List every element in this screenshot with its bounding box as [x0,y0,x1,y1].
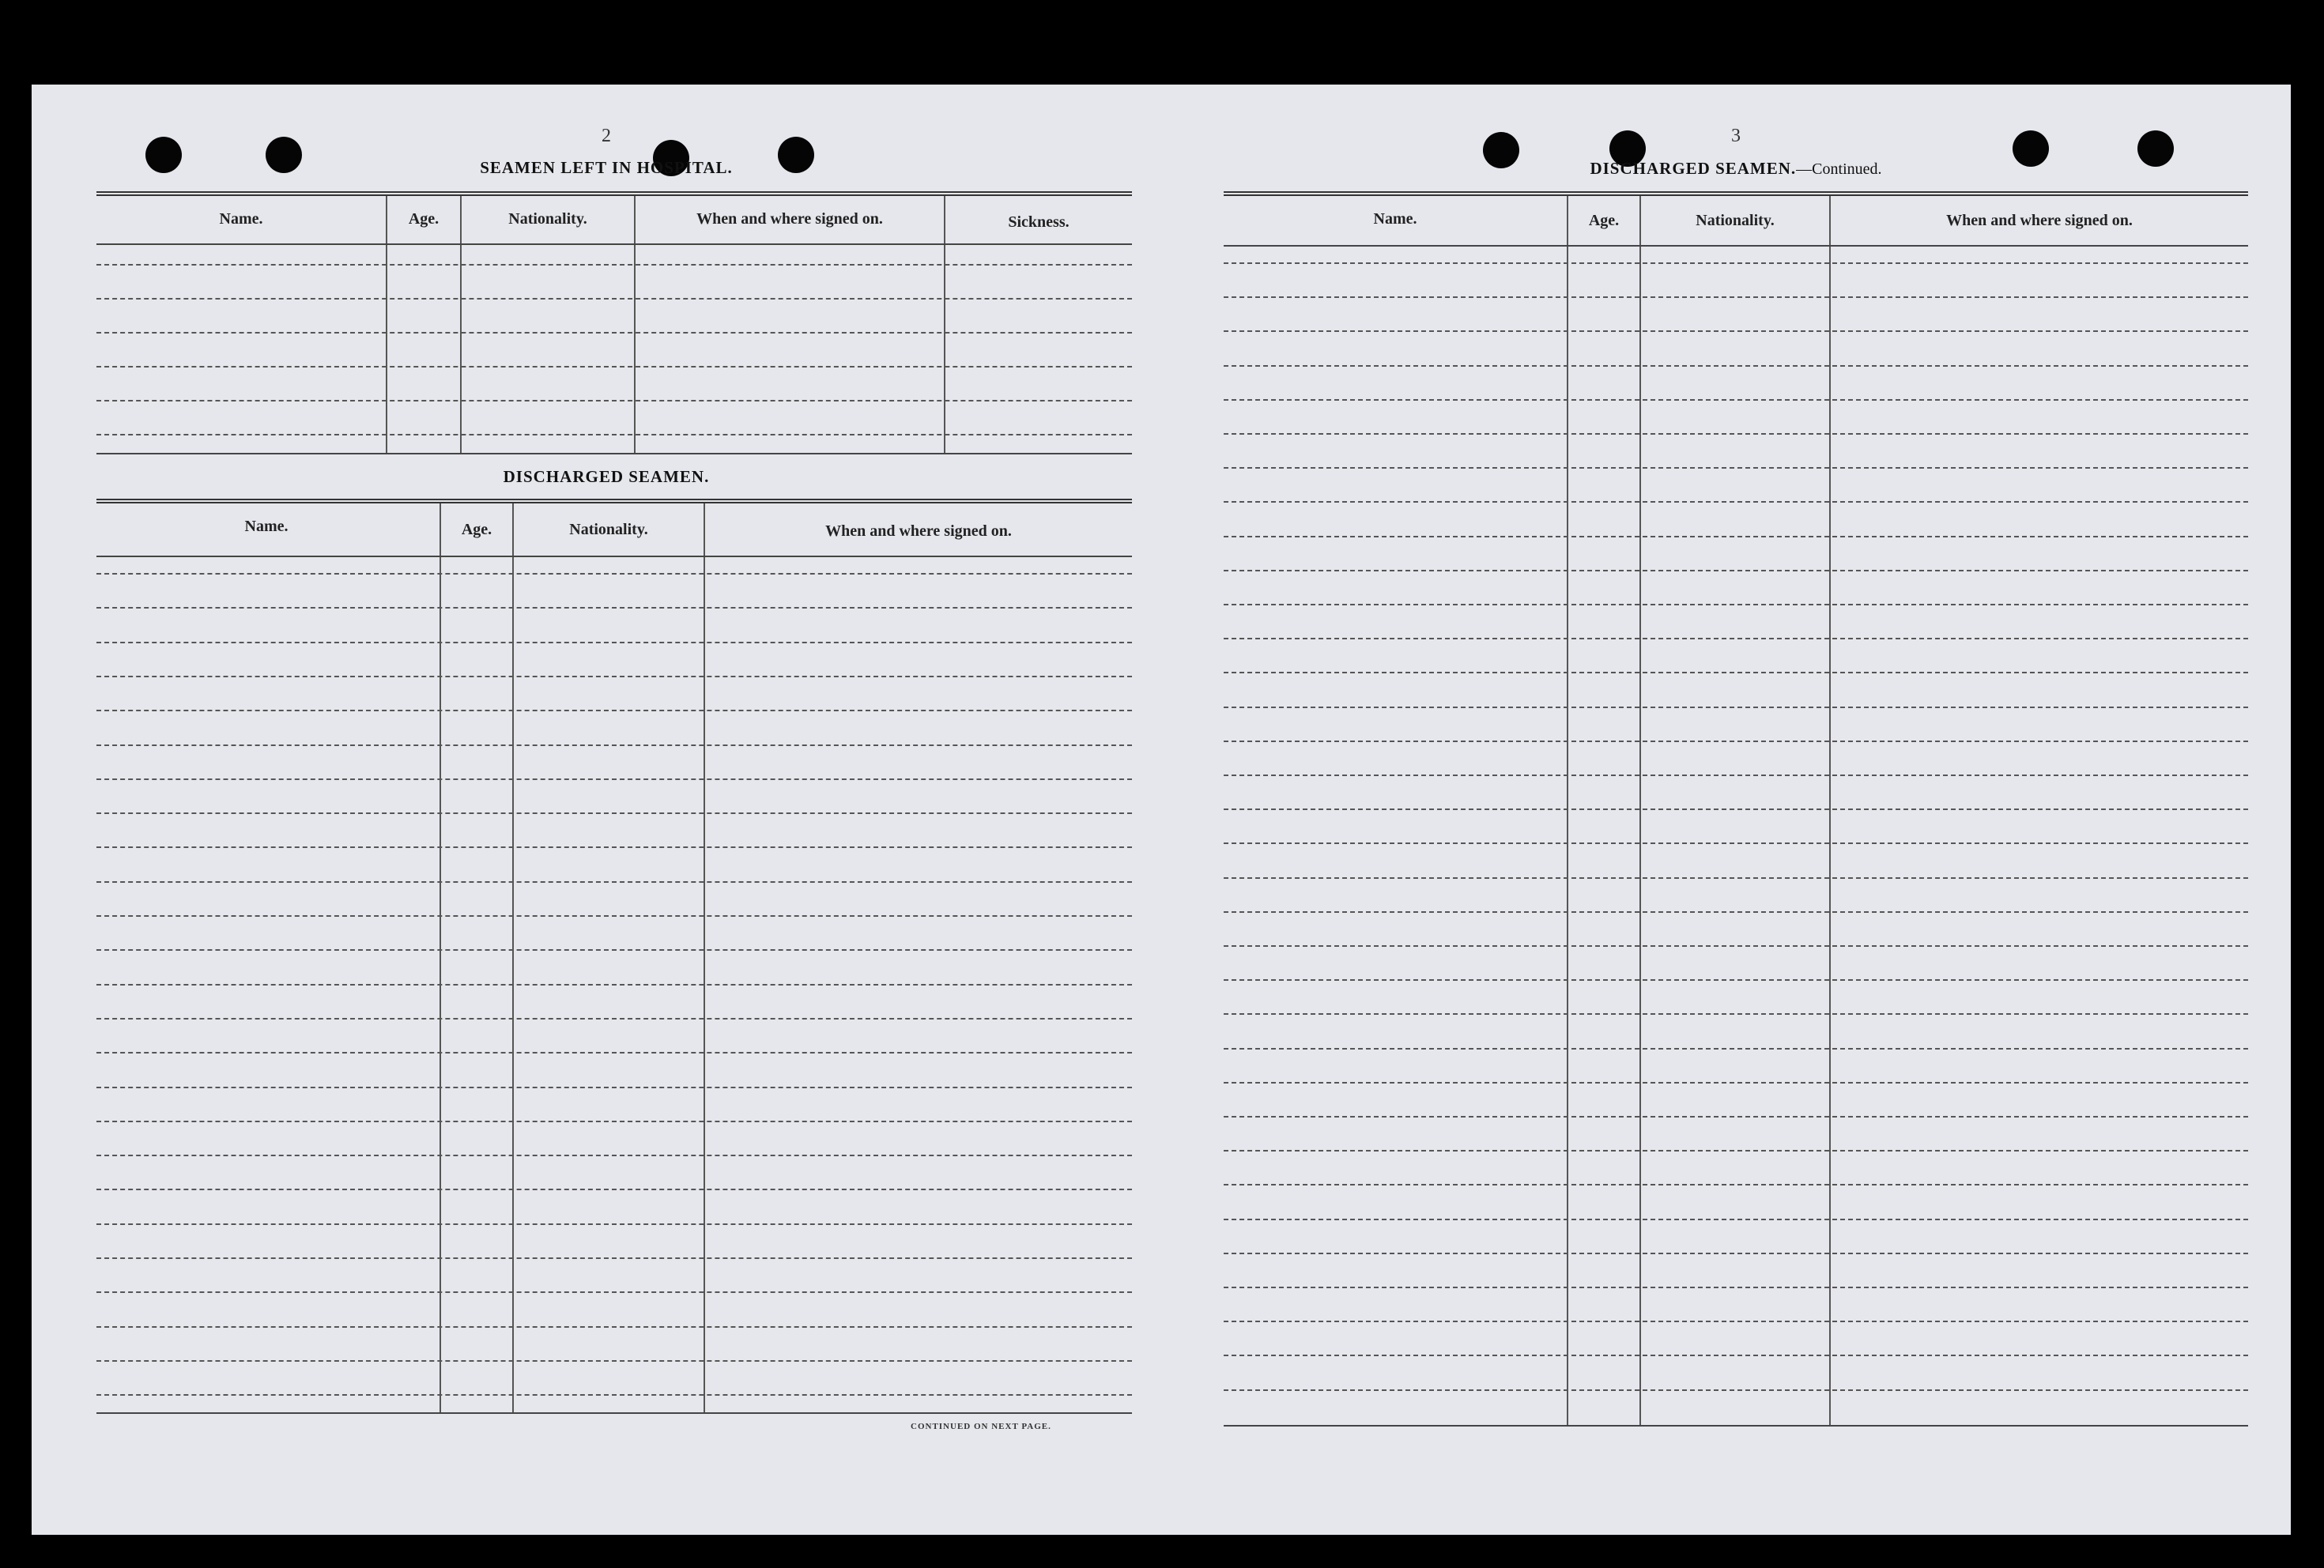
column-rule [512,503,514,1412]
blank-entry-row [96,1257,1132,1259]
page-number: 3 [1731,126,1741,146]
blank-entry-row [1224,467,2248,469]
blank-entry-row [1224,433,2248,435]
discharged-section-title: DISCHARGED SEAMEN. [503,467,710,486]
blank-entry-row [1224,1116,2248,1118]
blank-entry-row [1224,604,2248,605]
column-header-signed-on: When and where signed on. [696,210,883,228]
blank-entry-row [1224,707,2248,708]
blank-entry-row [1224,842,2248,844]
form-sheet [32,85,2291,1535]
blank-entry-row [96,915,1132,917]
blank-entry-row [96,949,1132,951]
hospital-section-title: SEAMEN LEFT IN HOSPITAL. [480,158,733,177]
blank-entry-row [1224,775,2248,776]
blank-entry-row [1224,1082,2248,1084]
column-rule [440,503,441,1412]
hospital-table [96,191,1132,458]
column-header-nationality: Nationality. [508,210,587,228]
blank-entry-row [1224,399,2248,401]
blank-entry-row [96,332,1132,334]
blank-entry-row [1224,1219,2248,1220]
bottom-rule [1224,1425,2248,1427]
column-header-age: Age. [1588,212,1620,229]
blank-entry-row [96,846,1132,848]
blank-entry-row [96,434,1132,435]
blank-entry-row [96,1121,1132,1122]
blank-entry-row [1224,672,2248,673]
blank-entry-row [96,881,1132,883]
blank-entry-row [1224,1013,2248,1015]
bottom-rule [96,453,1132,454]
blank-entry-row [96,744,1132,746]
blank-entry-row [1224,1048,2248,1050]
blank-entry-row [96,1394,1132,1396]
blank-entry-row [96,778,1132,780]
header-rule [96,556,1132,557]
blank-entry-row [1224,1287,2248,1288]
blank-entry-row [1224,501,2248,503]
blank-entry-row [1224,638,2248,639]
blank-entry-row [1224,945,2248,947]
column-rule [704,503,705,1412]
blank-entry-row [96,710,1132,711]
blank-entry-row [1224,1150,2248,1152]
blank-entry-row [96,264,1132,266]
discharged-continued-title [1224,159,2248,179]
blank-entry-row [96,400,1132,401]
continued-suffix: —Continued. [1796,160,1882,178]
blank-entry-row [1224,741,2248,742]
blank-entry-row [1224,911,2248,913]
column-header-name: Name. [1373,210,1417,228]
blank-entry-row [96,573,1132,575]
blank-entry-row [96,812,1132,814]
header-rule [96,243,1132,245]
column-header-name: Name. [219,210,263,228]
blank-entry-row [1224,296,2248,298]
blank-entry-row [96,984,1132,986]
column-rule [634,196,636,453]
blank-entry-row [1224,1184,2248,1185]
column-header-nationality: Nationality. [1696,212,1775,229]
blank-entry-row [1224,536,2248,537]
blank-entry-row [96,1223,1132,1225]
column-header-name: Name. [244,518,289,535]
blank-entry-row [96,1052,1132,1054]
blank-entry-row [1224,1321,2248,1322]
blank-entry-row [96,1291,1132,1293]
blank-entry-row [1224,1355,2248,1356]
column-rule [1829,196,1831,1425]
column-rule [1639,196,1641,1425]
column-header-sickness: Sickness. [1008,213,1070,231]
blank-entry-row [1224,1389,2248,1391]
blank-entry-row [96,1360,1132,1362]
header-rule [1224,245,2248,247]
blank-entry-row [96,607,1132,609]
column-header-age: Age. [408,210,440,228]
column-rule [386,196,387,453]
blank-entry-row [1224,877,2248,879]
blank-entry-row [96,1018,1132,1020]
column-header-signed-on: When and where signed on. [1946,212,2133,229]
blank-entry-row [96,298,1132,300]
blank-entry-row [96,1155,1132,1156]
blank-entry-row [96,1189,1132,1190]
column-rule [460,196,462,453]
continued-note: CONTINUED ON NEXT PAGE. [911,1422,1051,1431]
blank-entry-row [1224,979,2248,981]
column-header-nationality: Nationality. [569,521,648,538]
column-header-signed-on: When and where signed on. [825,522,1012,540]
blank-entry-row [96,642,1132,643]
page-number: 2 [602,126,611,146]
blank-entry-row [96,366,1132,368]
blank-entry-row [1224,570,2248,571]
blank-entry-row [1224,1253,2248,1254]
column-rule [1567,196,1568,1425]
blank-entry-row [96,1326,1132,1328]
blank-entry-row [96,676,1132,677]
blank-entry-row [1224,365,2248,367]
column-rule [944,196,945,453]
blank-entry-row [1224,262,2248,264]
blank-entry-row [96,1087,1132,1088]
column-header-age: Age. [461,521,492,538]
bottom-rule [96,1412,1132,1414]
discharged-table-right [1224,191,2248,1429]
blank-entry-row [1224,808,2248,810]
discharged-table-left [96,499,1132,1419]
discharged-title-text: DISCHARGED SEAMEN. [1590,159,1797,178]
blank-entry-row [1224,330,2248,332]
